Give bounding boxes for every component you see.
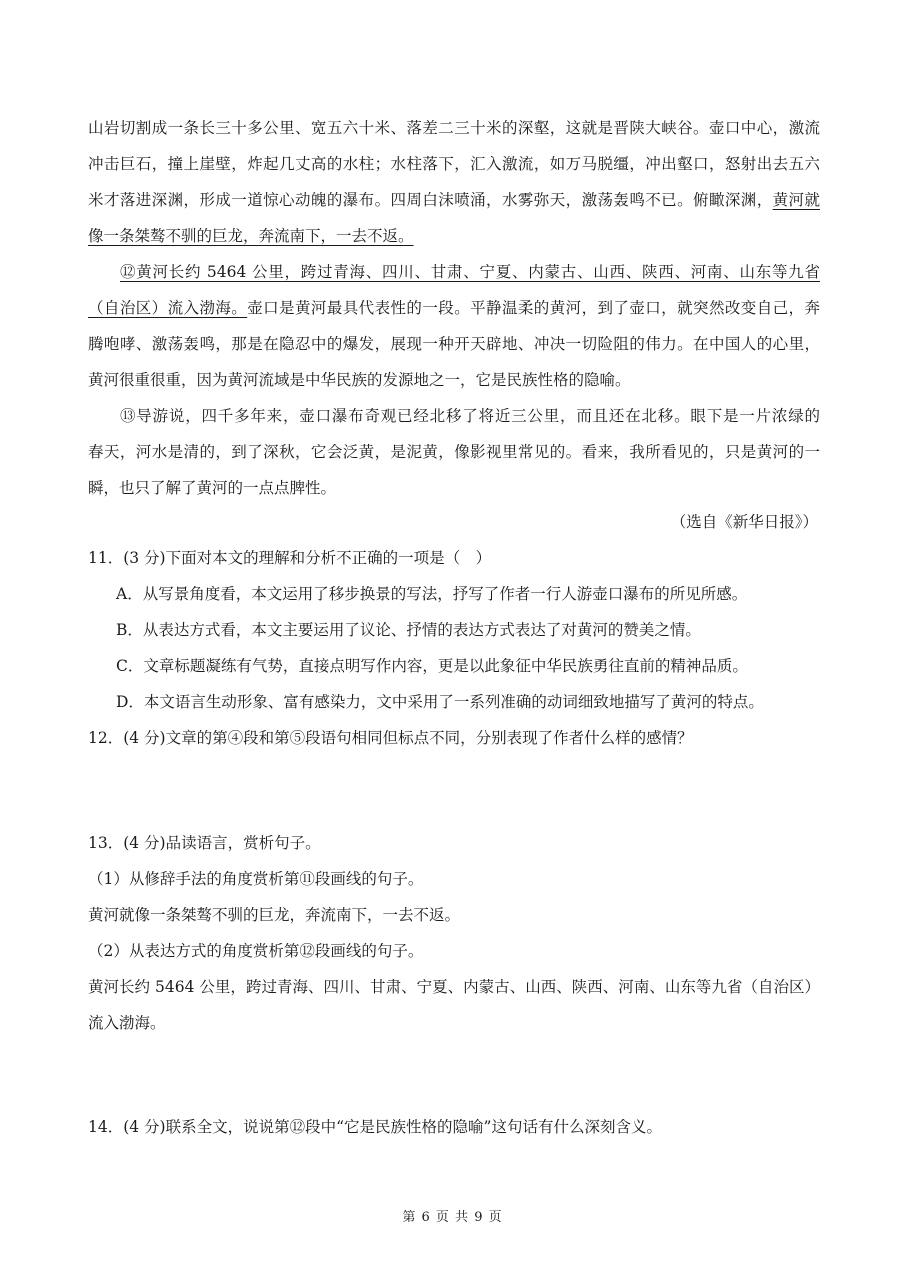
passage-p11-line-1: 山岩切割成一条长三十多公里、宽五六十米、落差二三十米的深壑，这就是晋陕大峡谷。壶口中心，激流 (88, 119, 820, 137)
question-13-stem: 13．(4 分)品读语言，赏析句子。 (88, 834, 321, 852)
underlined-sentence-p11-start: 黄河就 (772, 191, 820, 209)
question-13-sub-2-quote-line-1: 黄河长约 5464 公里，跨过青海、四川、甘肃、宁夏、内蒙古、山西、陕西、河南、山东等九省（自治区） (88, 978, 820, 996)
passage-p13-line-2: 春天，河水是清的，到了深秋，它会泛黄，是泥黄，像影视里常见的。看来，我所看见的，只是黄河的一 (88, 443, 820, 461)
passage-source: （选自《新华日报》） (670, 513, 818, 531)
passage-p12-line-2 (88, 297, 820, 319)
passage-p12-line-3: 腾咆哮、激荡轰鸣，那是在隐忍中的爆发，展现一种开天辟地、冲决一切险阻的伟力。在中国人的心里， (88, 335, 820, 353)
passage-p13-line-3: 瞬，也只了解了黄河的一点点脾性。 (88, 479, 337, 497)
passage-p11-line-2: 冲击巨石，撞上崖壁，炸起几丈高的水柱；水柱落下，汇入激流，如万马脱缰，冲出壑口，怒射出去五六 (88, 155, 820, 173)
question-13-sub-2-quote-line-2: 流入渤海。 (88, 1014, 166, 1032)
passage-p11-line-3 (88, 189, 820, 211)
underlined-sentence-p11-end: 像一条桀骜不驯的巨龙，奔流南下，一去不返。 (88, 227, 414, 245)
passage-p11-line-4 (88, 225, 820, 247)
question-13-sub-2: （2）从表达方式的角度赏析第⑫段画线的句子。 (88, 942, 424, 960)
question-11-stem: 11．(3 分)下面对本文的理解和分析不正确的一项是（ ） (88, 549, 492, 567)
question-12-stem: 12．(4 分)文章的第④段和第⑤段语句相同但标点不同，分别表现了作者什么样的感情？ (88, 729, 693, 747)
question-11-option-d: D．本文语言生动形象、富有感染力，文中采用了一系列准确的动词细致地描写了黄河的特点。 (116, 693, 764, 711)
question-14-stem: 14．(4 分)联系全文，说说第⑫段中“它是民族性格的隐喻”这句话有什么深刻含义。 (88, 1118, 662, 1136)
passage-p12-line-1 (120, 261, 820, 283)
question-11-option-b: B．从表达方式看，本文主要运用了议论、抒情的表达方式表达了对黄河的赞美之情。 (116, 621, 701, 639)
question-13-sub-1: （1）从修辞手法的角度赏析第⑪段画线的句子。 (88, 870, 424, 888)
passage-p13-line-1: ⑬导游说，四千多年来，壶口瀑布奇观已经北移了将近三公里，而且还在北移。眼下是一片浓绿的 (120, 407, 820, 425)
passage-p11-text: 米才落进深渊，形成一道惊心动魄的瀑布。四周白沫喷涌，水雾弥天，激荡轰鸣不已。俯瞰深渊， (88, 191, 773, 209)
underlined-sentence-p12-start: ⑫黄河长约 5464 公里，跨过青海、四川、甘肃、宁夏、内蒙古、山西、陕西、河南、山东等九省 (120, 263, 820, 281)
question-11-option-c: C．文章标题凝练有气势，直接点明写作内容，更是以此象征中华民族勇往直前的精神品质。 (116, 657, 748, 675)
page-number: 第 6 页 共 9 页 (402, 1210, 503, 1225)
passage-p12-line-4: 黄河很重很重，因为黄河流域是中华民族的发源地之一，它是民族性格的隐喻。 (88, 371, 631, 389)
question-11-option-a: A．从写景角度看，本文运用了移步换景的写法，抒写了作者一行人游壶口瀑布的所见所感。 (116, 585, 748, 603)
question-13-sub-1-quote: 黄河就像一条桀骜不驯的巨龙，奔流南下，一去不返。 (88, 906, 461, 924)
passage-p12-text: 壶口是黄河最具代表性的一段。平静温柔的黄河，到了壶口，就突然改变自己，奔 (247, 299, 820, 317)
underlined-sentence-p12-end: （自治区）流入渤海。 (88, 299, 248, 317)
